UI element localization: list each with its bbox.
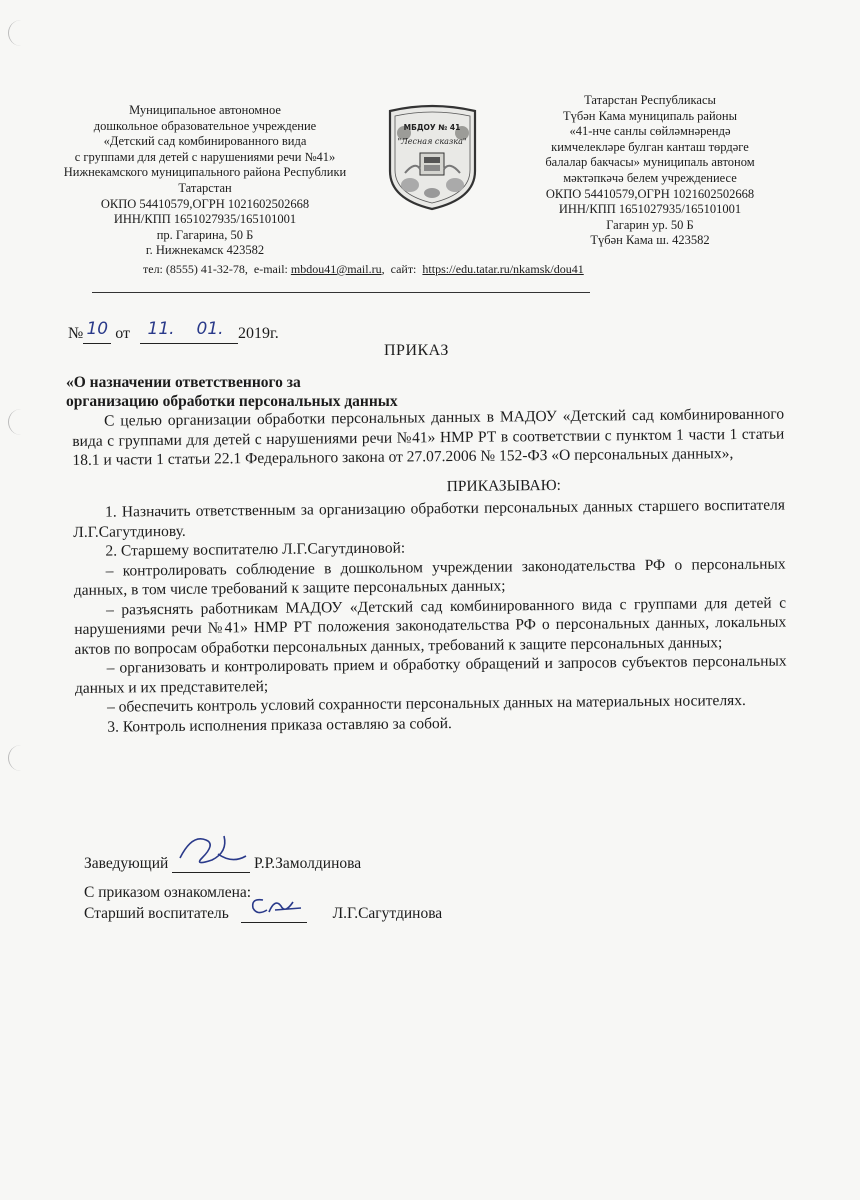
subject-line: «О назначении ответственного за	[66, 374, 301, 391]
logo-text-line2: "Лесная сказка"	[397, 137, 467, 146]
punch-hole-mark	[8, 745, 23, 771]
ack-label: С приказом ознакомлена:	[84, 884, 252, 901]
from-label: от	[115, 325, 131, 342]
head-name: Р.Р.Замолдинова	[254, 855, 362, 872]
senior-name: Л.Г.Сагутдинова	[332, 905, 443, 922]
header-right-tatar	[500, 93, 800, 249]
header-right-line: ИНН/КПП 1651027935/165101001	[558, 202, 742, 217]
email-link[interactable]: mbdou41@mail.ru	[290, 262, 382, 276]
header-right-line: кимчелекләре булган канташ төрдәге	[551, 139, 749, 154]
document-title: ПРИКАЗ	[384, 342, 449, 359]
header-left-russian	[40, 103, 370, 259]
header-left-line: г. Нижнекамск 423582	[145, 243, 265, 258]
punch-hole-mark	[8, 409, 23, 435]
header-left-line: ОКПО 54410579,ОГРН 1021602502668	[100, 196, 310, 211]
header-right-line: Гагарин ур. 50 Б	[606, 217, 694, 232]
header-right-line: балалар бакчасы» муниципаль автоном	[545, 155, 755, 170]
header-divider	[92, 292, 590, 293]
duty-item: – обеспечить контроль условий сохранности персональных данных на материальных носителях.	[107, 691, 746, 716]
month-field	[182, 319, 238, 344]
duty-item: – организовать и контролировать прием и обработку обращений и запросов субъектов персональных данных и их представителей;	[74, 652, 787, 697]
order-body	[72, 405, 787, 737]
duty-item: – разъяснять работникам МАДОУ «Детский сад комбинированного вида с группами для детей с нарушениями речи №41» НМР РТ положения законодательства РФ о персональных данных, локальных актов по вопросам обработки персональных данных, требований к защите персональных данных;	[74, 594, 787, 658]
punch-hole-mark	[8, 20, 23, 46]
header-right-line: Түбән Кама ш. 423582	[590, 233, 710, 248]
order-word: ПРИКАЗЫВАЮ:	[446, 476, 561, 495]
kindergarten-logo	[380, 103, 485, 213]
acknowledgement-block	[84, 883, 442, 923]
email-label: e-mail:	[253, 262, 288, 276]
book-icon	[420, 153, 444, 175]
header-left-line: Нижнекамского муниципального района Республики	[63, 165, 347, 180]
number-label: №	[68, 325, 84, 342]
header-right-line: мәктәпкәчә белем учреждениесе	[563, 170, 737, 185]
senior-signature-line	[84, 902, 442, 923]
header-left-line: Татарстан	[178, 180, 232, 195]
site-link[interactable]: https://edu.tatar.ru/nkamsk/dou41	[422, 262, 584, 276]
header-right-line: Татарстан Республикасы	[584, 93, 716, 107]
senior-signature	[241, 902, 307, 923]
logo-text-line1: МБДОУ № 41	[403, 123, 461, 132]
senior-title: Старший воспитатель	[84, 905, 229, 922]
phone-text: тел: (8555) 41-32-78,	[143, 262, 248, 276]
handwritten-signature-icon	[172, 830, 250, 870]
number-field	[83, 319, 111, 344]
year-text: 2019г.	[238, 325, 279, 342]
order-item-2: 2. Старшему воспитателю Л.Г.Сагутдиновой:	[105, 539, 406, 560]
order-number-date-line	[68, 319, 279, 344]
order-item-1: 1. Назначить ответственным за организацию обработки персональных данных старшего воспитателя Л.Г.Сагутдинову.	[73, 496, 786, 541]
header-right-line: Түбән Кама муниципаль районы	[563, 108, 737, 123]
header-left-line: Муниципальное автономное	[129, 103, 281, 117]
handwritten-signature-icon	[241, 892, 307, 922]
handwritten-number: 10	[86, 319, 109, 339]
header-left-line: дошкольное образовательное учреждение	[93, 118, 317, 133]
handwritten-month: 01.	[196, 319, 224, 339]
header-left-line: «Детский сад комбинированного вида	[103, 134, 307, 149]
head-signature-line	[84, 838, 361, 873]
handwritten-day: 11.	[147, 319, 175, 339]
duty-item: – контролировать соблюдение в дошкольном учреждении законодательства РФ о персональных данных, в том числе требований к защите персональных данных;	[73, 555, 786, 599]
order-item-3: 3. Контроль исполнения приказа оставляю за собой.	[107, 714, 452, 736]
header-right-line: ОКПО 54410579,ОГРН 1021602502668	[545, 186, 755, 201]
day-field	[140, 319, 182, 344]
head-title: Заведующий	[84, 855, 169, 872]
header-left-line: ИНН/КПП 1651027935/165101001	[113, 212, 297, 227]
subject-line: организацию обработки персональных данных	[66, 393, 398, 410]
contact-line: тел: (8555) 41-32-78, e-mail: mbdou41@mail.ru, сайт: https://edu.tatar.ru/nkamsk/dou41	[143, 262, 584, 276]
header-left-line: пр. Гагарина, 50 Б	[156, 227, 254, 242]
order-subject	[66, 373, 398, 411]
site-label: сайт:	[390, 262, 417, 276]
header-right-line: «41-нче санлы сөйләмнәрендә	[569, 124, 731, 139]
intro-paragraph: С целью организации обработки персональных данных в МАДОУ «Детский сад комбинированного вида с группами для детей с нарушениями речи №41» НМР РТ в соответствии с пунктом 1 части 1 статьи 18.1 и части 1 статьи 22.1 Федерального закона от 27.07.2006 № 152-ФЗ «О персональных данных»,	[72, 405, 785, 469]
head-signature	[172, 838, 250, 873]
header-left-line: с группами для детей с нарушениями речи №41»	[74, 149, 336, 164]
